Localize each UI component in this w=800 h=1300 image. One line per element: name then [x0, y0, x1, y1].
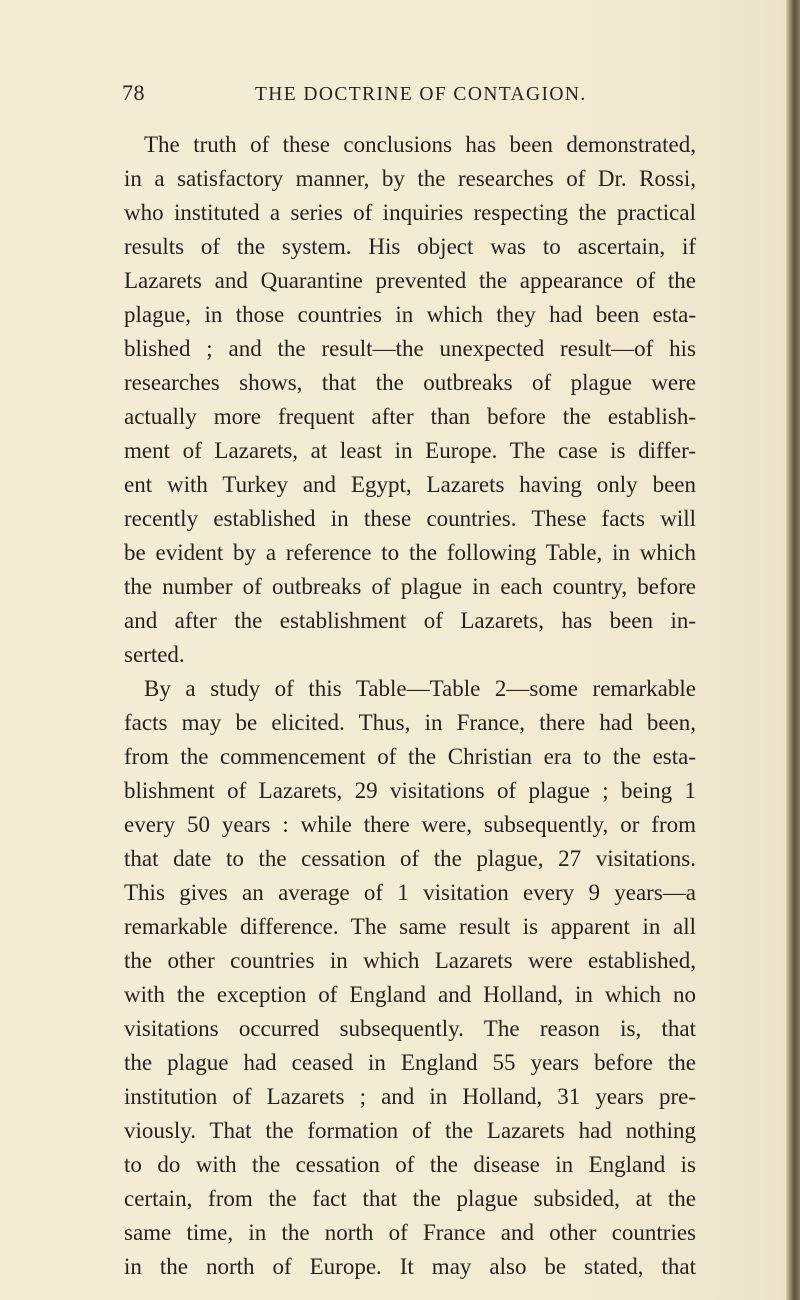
paragraph-1	[124, 128, 696, 672]
body-text	[124, 128, 696, 1284]
text-line: Lazarets and Quarantine prevented the appearance of the	[124, 268, 696, 293]
text-line: the number of outbreaks of plague in each country, before	[124, 574, 696, 599]
text-line: who instituted a series of inquiries respecting the practical	[124, 200, 696, 225]
text-line: and after the establishment of Lazarets, has been in-	[124, 608, 696, 633]
running-head: THE DOCTRINE OF CONTAGION.	[255, 84, 587, 105]
text-line: blishment of Lazarets, 29 visitations of plague ; being 1	[124, 778, 696, 803]
text-line: that date to the cessation of the plague, 27 visitations.	[124, 846, 696, 871]
text-line: same time, in the north of France and other countries	[124, 1220, 696, 1245]
text-line: This gives an average of 1 visitation every 9 years—a	[124, 880, 696, 905]
text-line: the other countries in which Lazarets were established,	[124, 948, 696, 973]
text-line: institution of Lazarets ; and in Holland, 31 years pre-	[124, 1084, 696, 1109]
text-line: ment of Lazarets, at least in Europe. The case is differ-	[124, 438, 696, 463]
text-line: recently established in these countries. These facts will	[124, 506, 696, 531]
text-line: blished ; and the result—the unexpected result—of his	[124, 336, 696, 361]
text-line: the plague had ceased in England 55 years before the	[124, 1050, 696, 1075]
text-line: facts may be elicited. Thus, in France, there had been,	[124, 710, 696, 735]
text-line: actually more frequent after than before the establish-	[124, 404, 696, 429]
text-line: be evident by a reference to the following Table, in which	[124, 540, 696, 565]
text-line: visitations occurred subsequently. The reason is, that	[124, 1016, 696, 1041]
text-line: every 50 years : while there were, subsequently, or from	[124, 812, 696, 837]
text-line: in the north of Europe. It may also be stated, that	[124, 1254, 696, 1279]
text-line: ent with Turkey and Egypt, Lazarets having only been	[124, 472, 696, 497]
text-line: remarkable difference. The same result is apparent in all	[124, 914, 696, 939]
text-line: in a satisfactory manner, by the researches of Dr. Rossi,	[124, 166, 696, 191]
text-line: results of the system. His object was to ascertain, if	[124, 234, 696, 259]
text-line: By a study of this Table—Table 2—some remarkable	[144, 676, 696, 701]
text-line: viously. That the formation of the Lazarets had nothing	[124, 1118, 696, 1143]
text-line: with the exception of England and Holland, in which no	[124, 982, 696, 1007]
text-line: plague, in those countries in which they had been esta-	[124, 302, 696, 327]
text-line: The truth of these conclusions has been demonstrated,	[144, 132, 696, 157]
text-line: certain, from the fact that the plague subsided, at the	[124, 1186, 696, 1211]
page-number: 78	[122, 80, 145, 105]
text-line: serted.	[124, 642, 185, 667]
text-line: to do with the cessation of the disease in England is	[124, 1152, 696, 1177]
page-edge-shadow	[786, 0, 800, 1300]
text-line: from the commencement of the Christian era to the esta-	[124, 744, 696, 769]
paragraph-2	[124, 672, 696, 1284]
text-line: researches shows, that the outbreaks of plague were	[124, 370, 696, 395]
